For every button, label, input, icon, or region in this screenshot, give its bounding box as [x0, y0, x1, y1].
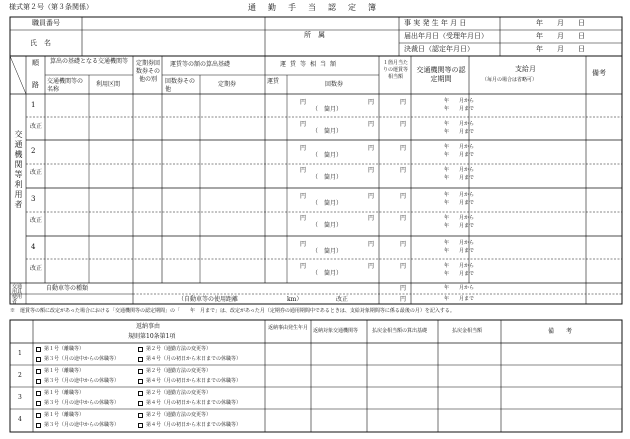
route-fare-yen: 円	[300, 193, 307, 200]
route-from: 年 月から	[444, 192, 475, 198]
clause-1-label: 第１号（離職等）	[44, 412, 85, 418]
clause-3-label: 第３号（月の途中からの休職等）	[44, 400, 120, 406]
route-yen: 円	[368, 193, 375, 200]
lower-basis-header: 払戻金相当額の算出基礎	[372, 328, 428, 334]
fare-amount-header: 運賃	[267, 78, 280, 85]
transport-name-header: 交通機関等の名称	[47, 78, 84, 93]
clause-1-label: 第１号（離職等）	[44, 390, 85, 396]
clause-2-checkbox[interactable]	[138, 369, 143, 374]
clause-4-checkbox[interactable]	[138, 357, 143, 362]
route-months-revised: （ 箇月）	[312, 128, 343, 135]
clause-3-checkbox[interactable]	[36, 357, 41, 362]
route-revised-label: 改正	[30, 123, 43, 130]
commuter-pass-header: 定期券	[218, 81, 237, 88]
lower-remarks-header: 備 考	[548, 328, 573, 335]
section-header: 利用区間	[96, 81, 121, 88]
route-to-revised: 年 月まで	[444, 129, 475, 135]
clause-4-label: 第４号（月の初日から末日までの休職等）	[146, 400, 242, 406]
route-monthly-yen-revised: 円	[400, 167, 407, 174]
route-yen: 円	[368, 241, 375, 248]
route-to-revised: 年 月まで	[444, 175, 475, 181]
lower-clause-header: 規則第10条第1項	[128, 333, 176, 340]
route-label: 路	[32, 81, 39, 89]
clause-4-label: 第４号（月の初日から末日までの休職等）	[146, 378, 242, 384]
route-to: 年 月まで	[444, 152, 475, 158]
route-months: （ 箇月）	[312, 248, 343, 255]
route-months-revised: （ 箇月）	[312, 222, 343, 229]
route-monthly-yen: 円	[400, 145, 407, 152]
clause-4-checkbox[interactable]	[138, 401, 143, 406]
fare-basis-header: 運賃等の額の算出基礎	[170, 61, 231, 68]
vehicle-from: 年 月から	[444, 285, 475, 291]
route-fare-yen-revised: 円	[300, 215, 307, 222]
route-months: （ 箇月）	[312, 106, 343, 113]
clause-3-label: 第３号（月の途中からの休職等）	[44, 378, 120, 384]
route-monthly-yen-revised: 円	[400, 121, 407, 128]
coupon-header: 回数券その他	[165, 78, 196, 93]
lower-reason-header: 返納事由	[136, 323, 161, 330]
name-label: 氏 名	[30, 39, 51, 47]
route-months-revised: （ 箇月）	[312, 174, 343, 181]
clause-4-checkbox[interactable]	[138, 423, 143, 428]
route-to-revised: 年 月まで	[444, 271, 475, 277]
clause-1-checkbox[interactable]	[36, 413, 41, 418]
clause-3-label: 第３号（月の途中からの休職等）	[44, 422, 120, 428]
clause-4-checkbox[interactable]	[138, 379, 143, 384]
clause-3-checkbox[interactable]	[36, 401, 41, 406]
clause-3-label: 第３号（月の途中からの休職等）	[44, 356, 120, 362]
clause-1-checkbox[interactable]	[36, 369, 41, 374]
clause-4-label: 第４号（月の初日から末日までの休職等）	[146, 422, 242, 428]
fare-count-header: 回数券	[325, 81, 344, 88]
clause-2-checkbox[interactable]	[138, 391, 143, 396]
clause-2-label: 第２号（通勤方法の変更等）	[146, 368, 212, 374]
route-fare-yen: 円	[300, 241, 307, 248]
lower-occur-header: 返納事由発生年月	[267, 325, 308, 331]
clause-4-label: 第４号（月の初日から末日までの休職等）	[146, 356, 242, 362]
route-fare-yen-revised: 円	[300, 121, 307, 128]
clause-1-checkbox[interactable]	[36, 391, 41, 396]
clause-1-checkbox[interactable]	[36, 347, 41, 352]
fact-date-value[interactable]: 年 月 日	[536, 19, 585, 27]
clause-2-label: 第２号（通勤方法の変更等）	[146, 412, 212, 418]
route-monthly-yen-revised: 円	[400, 215, 407, 222]
decision-date-value[interactable]: 年 月 日	[536, 45, 585, 53]
route-to: 年 月まで	[444, 248, 475, 254]
footnote: ※ 運賃等の額に改定があった場合における「交通機関等の認定期間」の「 年 月まで」は、改定があった月（定期券の通用期間中であるときは、支給対象期間等に係る最後の月）を記入する。	[10, 308, 455, 314]
route-number: 4	[31, 243, 36, 251]
route-yen-revised: 円	[368, 167, 375, 174]
order-label: 順	[32, 59, 39, 67]
route-revised-label: 改正	[30, 265, 43, 272]
clause-2-checkbox[interactable]	[138, 413, 143, 418]
clause-2-checkbox[interactable]	[138, 347, 143, 352]
clause-3-checkbox[interactable]	[36, 379, 41, 384]
lower-row-number: 1	[18, 350, 22, 357]
route-monthly-yen: 円	[400, 193, 407, 200]
route-monthly-yen-revised: 円	[400, 263, 407, 270]
submit-date-value[interactable]: 年 月 日	[536, 32, 585, 40]
route-to: 年 月まで	[444, 200, 475, 206]
side-label: 交通機関等利用者	[14, 130, 23, 210]
route-from-revised: 年 月から	[444, 167, 475, 173]
vehicle-type-label: 自動車等の種類	[46, 285, 89, 292]
route-fare-yen: 円	[300, 99, 307, 106]
route-number: 2	[31, 147, 36, 155]
clause-1-label: 第１号（離職等）	[44, 346, 85, 352]
route-yen-revised: 円	[368, 263, 375, 270]
vehicle-user-label: 交通用具使用者	[12, 284, 23, 305]
submit-date-label: 届出年月日（受理年月日）	[404, 32, 488, 40]
route-monthly-yen: 円	[400, 99, 407, 106]
route-months: （ 箇月）	[312, 200, 343, 207]
ticket-type-header: 定期券回数券その他の別	[136, 60, 161, 83]
route-monthly-yen: 円	[400, 241, 407, 248]
vehicle-distance-label: （自動車等の使用距離	[178, 296, 239, 303]
route-from: 年 月から	[444, 98, 475, 104]
lower-row-number: 3	[18, 394, 22, 401]
payment-note: （毎月の場合は省略可）	[482, 77, 538, 83]
certified-period-header: 交通機関等の認定期間	[416, 66, 466, 83]
fact-date-label: 事 実 発 生 年 月 日	[404, 19, 467, 27]
route-number: 1	[31, 101, 36, 109]
vehicle-revised-label: 改正	[336, 296, 349, 303]
route-yen: 円	[368, 145, 375, 152]
route-number: 3	[31, 195, 36, 203]
route-from: 年 月から	[444, 144, 475, 150]
route-from-revised: 年 月から	[444, 121, 475, 127]
clause-1-label: 第１号（離職等）	[44, 368, 85, 374]
transport-basis-header: 算出の基礎となる交通機関等	[49, 58, 128, 65]
route-yen-revised: 円	[368, 215, 375, 222]
route-months: （ 箇月）	[312, 152, 343, 159]
route-fare-yen-revised: 円	[300, 263, 307, 270]
vehicle-distance-unit: km）	[287, 296, 303, 303]
decision-date-label: 決裁日（認定年月日）	[404, 45, 474, 53]
route-fare-yen-revised: 円	[300, 167, 307, 174]
form-title: 通 勤 手 当 認 定 簿	[248, 3, 378, 12]
lower-row-number: 4	[18, 416, 22, 423]
clause-2-label: 第２号（通勤方法の変更等）	[146, 346, 212, 352]
lower-row-number: 2	[18, 372, 22, 379]
route-yen-revised: 円	[368, 121, 375, 128]
vehicle-yen-2: 円	[400, 296, 407, 303]
route-to-revised: 年 月まで	[444, 223, 475, 229]
lower-refund-header: 払戻金相当額	[452, 328, 483, 334]
route-from: 年 月から	[444, 240, 475, 246]
clause-3-checkbox[interactable]	[36, 423, 41, 428]
payment-month-header: 支給月	[515, 65, 536, 73]
route-to: 年 月まで	[444, 106, 475, 112]
clause-2-label: 第２号（通勤方法の変更等）	[146, 390, 212, 396]
monthly-fare-header: １箇月当たりの運賃等相当額	[382, 60, 408, 80]
remarks-header: 備考	[592, 69, 606, 77]
vehicle-yen-1: 円	[400, 285, 407, 292]
lower-target-header: 返納対象交通機関等	[313, 328, 359, 334]
vehicle-to: 年 月まで	[444, 296, 475, 302]
fare-header: 運賃等相当額	[280, 61, 341, 68]
route-from-revised: 年 月から	[444, 263, 475, 269]
route-revised-label: 改正	[30, 169, 43, 176]
route-revised-label: 改正	[30, 217, 43, 224]
staff-number-label: 職員番号	[32, 19, 60, 27]
form-code: 様式第２号（第３条関係）	[9, 3, 93, 11]
route-months-revised: （ 箇月）	[312, 270, 343, 277]
route-fare-yen: 円	[300, 145, 307, 152]
affiliation-label: 所 属	[304, 31, 325, 39]
route-from-revised: 年 月から	[444, 215, 475, 221]
route-yen: 円	[368, 99, 375, 106]
